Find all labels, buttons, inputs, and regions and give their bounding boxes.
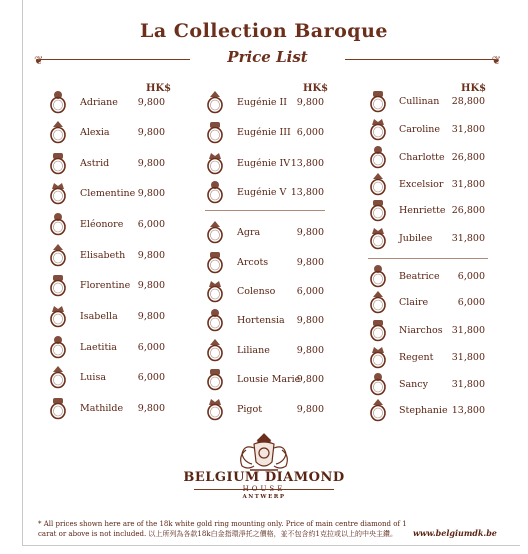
ring-icon (368, 398, 388, 422)
ring-icon (48, 365, 68, 389)
item-price: 9,800 (296, 345, 324, 356)
brand-house: HOUSE (242, 485, 286, 493)
item-price: 31,800 (451, 352, 485, 363)
ring-icon (205, 338, 225, 362)
item-name: Alexia (80, 127, 110, 138)
item-price: 9,800 (137, 158, 165, 169)
ring-icon (368, 345, 388, 369)
item-price: 26,800 (451, 205, 485, 216)
page-title: La Collection Baroque (139, 20, 388, 42)
item-name: Clementine (80, 188, 136, 199)
item-price: 9,800 (137, 97, 165, 108)
currency-header-col1: HK$ (146, 83, 172, 94)
ring-icon (48, 120, 68, 144)
item-name: Adriane (80, 97, 118, 108)
item-price: 9,800 (296, 404, 324, 415)
ring-icon (205, 151, 225, 175)
ring-icon (48, 243, 68, 267)
item-name: Liliane (237, 345, 270, 356)
item-name: Charlotte (399, 152, 445, 163)
item-name: Eugénie IV (237, 158, 291, 169)
item-price: 9,800 (137, 403, 165, 414)
ring-icon (48, 396, 68, 420)
item-name: Isabella (80, 311, 118, 322)
ring-icon (48, 304, 68, 328)
price-footnote: * All prices shown here are of the 18k white gold ring mounting only. Price of main centre diamond of 1 carat or above is not included. 以上所列為各款18k白金指環淨托之價格，並不包含約1克拉或以上的中央主鑽。 (38, 520, 407, 538)
item-name: Cullinan (399, 96, 440, 107)
ring-icon (205, 90, 225, 114)
website-link[interactable]: www.belgiumdk.be (413, 528, 497, 538)
ring-icon (368, 264, 388, 288)
ring-icon (48, 335, 68, 359)
currency-header-col2: HK$ (303, 83, 329, 94)
ring-icon (368, 198, 388, 222)
ring-icon (205, 120, 225, 144)
item-name: Colenso (237, 286, 276, 297)
item-name: Astrid (80, 158, 110, 169)
item-price: 6,000 (137, 372, 165, 383)
ring-icon (48, 273, 68, 297)
item-price: 13,800 (290, 158, 324, 169)
brand-name: BELGIUM DIAMOND (183, 470, 345, 485)
item-name: Luisa (80, 372, 107, 383)
item-name: Florentine (80, 280, 131, 291)
ring-icon (205, 220, 225, 244)
item-price: 31,800 (451, 124, 485, 135)
ring-icon (48, 90, 68, 114)
item-price: 9,800 (296, 315, 324, 326)
item-price: 6,000 (137, 219, 165, 230)
item-price: 6,000 (457, 271, 485, 282)
item-name: Arcots (237, 257, 269, 268)
item-name: Pigot (237, 404, 263, 415)
item-name: Lousie Marie (237, 374, 301, 385)
item-price: 9,800 (137, 188, 165, 199)
column2-separator (205, 210, 325, 211)
item-name: Niarchos (399, 325, 443, 336)
item-name: Excelsior (399, 179, 444, 190)
item-price: 31,800 (451, 233, 485, 244)
ring-icon (205, 367, 225, 391)
ring-icon (368, 172, 388, 196)
ring-icon (368, 145, 388, 169)
item-price: 28,800 (451, 96, 485, 107)
item-price: 6,000 (296, 127, 324, 138)
item-name: Elisabeth (80, 250, 126, 261)
ring-icon (368, 372, 388, 396)
ring-icon (48, 212, 68, 236)
item-name: Beatrice (399, 271, 440, 282)
item-price: 9,800 (137, 311, 165, 322)
item-name: Caroline (399, 124, 441, 135)
ring-icon (368, 318, 388, 342)
ring-icon (205, 397, 225, 421)
item-name: Regent (399, 352, 434, 363)
ring-icon (368, 117, 388, 141)
page-subtitle: Price List (227, 48, 308, 66)
item-price: 9,800 (137, 127, 165, 138)
item-price: 6,000 (137, 342, 165, 353)
item-price: 9,800 (296, 257, 324, 268)
item-name: Stephanie (399, 405, 448, 416)
item-name: Eugénie II (237, 97, 288, 108)
item-price: 31,800 (451, 179, 485, 190)
item-name: Jubilee (399, 233, 433, 244)
right-flourish-icon: ❦ (491, 54, 501, 67)
subtitle-banner (34, 48, 501, 68)
item-price: 13,800 (451, 405, 485, 416)
item-price: 6,000 (296, 286, 324, 297)
item-price: 9,800 (296, 97, 324, 108)
ring-icon (205, 279, 225, 303)
ring-icon (205, 250, 225, 274)
currency-header-col3: HK$ (461, 83, 487, 94)
ring-icon (48, 151, 68, 175)
item-price: 26,800 (451, 152, 485, 163)
brand-city: ANTWERP (242, 494, 286, 500)
item-name: Hortensia (237, 315, 285, 326)
right-rule (345, 59, 495, 60)
ring-icon (205, 180, 225, 204)
item-price: 9,800 (296, 227, 324, 238)
item-name: Eugénie III (237, 127, 291, 138)
item-price: 31,800 (451, 379, 485, 390)
ring-icon (48, 181, 68, 205)
item-name: Eléonore (80, 219, 124, 230)
item-price: 9,800 (296, 374, 324, 385)
item-name: Henriette (399, 205, 446, 216)
item-price: 6,000 (457, 297, 485, 308)
item-name: Sancy (399, 379, 428, 390)
house-rule-right (264, 489, 334, 490)
item-name: Agra (237, 227, 261, 238)
ring-icon (368, 89, 388, 113)
left-flourish-icon: ❦ (34, 54, 44, 67)
item-price: 9,800 (137, 250, 165, 261)
ring-icon (205, 308, 225, 332)
item-name: Eugénie V (237, 187, 287, 198)
ring-icon (368, 226, 388, 250)
item-price: 9,800 (137, 280, 165, 291)
item-price: 31,800 (451, 325, 485, 336)
item-price: 13,800 (290, 187, 324, 198)
ring-icon (368, 290, 388, 314)
item-name: Claire (399, 297, 429, 308)
column3-separator (368, 258, 488, 259)
item-name: Mathilde (80, 403, 124, 414)
item-name: Laetitia (80, 342, 117, 353)
